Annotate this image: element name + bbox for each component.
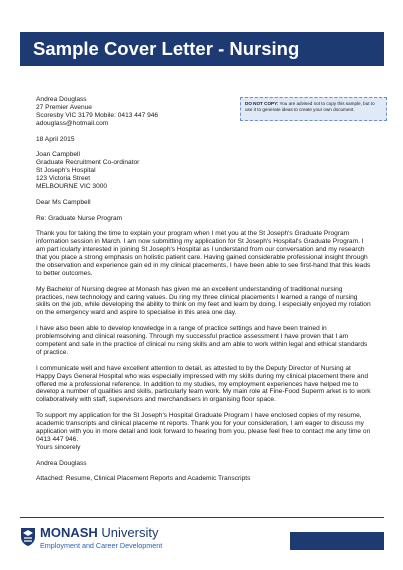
signature-name: Andrea Douglass [36,459,87,467]
attachments-line: Attached: Resume, Clinical Placement Reports and Academic Transcripts [36,475,251,483]
logo-university: University [97,525,159,540]
monash-logo [20,524,220,554]
logo-name: MONASH [40,525,98,540]
logo-wordmark [40,526,158,540]
recipient-street: 123 Victoria Street [36,175,91,183]
recipient-organisation: St Joseph's Hospital [36,167,96,175]
closing: Yours sincerely [36,443,81,451]
sender-suburb-phone: Scoresby VIC 3179 Mobile: 0413 447 946 [36,111,159,119]
paragraph-closing: To support my application for the St Joseph's Hospital Graduate Program I have enclosed copies of my resume, academic transcripts and clinical placeme nt reports. Thank you for your consideration, I am eager to discuss my application with you in more detail and look forward to hearing from you, please feel free to contact me any time on 0413 447 946. [36,412,371,443]
notice-text: You are advised not to copy this sample, but to use it to generate ideas to create your own document. [245,101,375,112]
sender-email: adouglass@hotmail.com [36,119,109,127]
logo-subtitle: Employment and Career Development [40,541,163,550]
paragraph-education: My Bachelor of Nursing degree at Monash has given me an excellent understanding of traditional nursing practices, new technology and caring values. Du ring my three clinical placements I learned a range of nursing skills on the job, while developing the ability to think on my feet and learn by doing. I especially enjoyed my rotation on the emergency ward and aspire to specialise in this area one day. [36,285,371,317]
footer-divider [20,517,384,518]
notice-label: DO NOT COPY: [245,101,279,106]
letter-date: 18 April 2015 [36,135,75,143]
crest-icon [20,527,36,547]
salutation: Dear Ms Campbell [36,198,91,206]
recipient-title: Graduate Recruitment Co-ordinator [36,159,140,167]
recipient-city: MELBOURNE VIC 3000 [36,182,108,190]
subject-line: Re: Graduate Nurse Program [36,214,123,222]
recipient-block [36,151,371,191]
paragraph-skills: I have also been able to develop knowledge in a range of practice settings and have been trained in problemsolving and clinical reasoning. Through my successful practice assessment I have proven that I am competent and safe in the practice of clinical nu rsing skills and am able to work within legal and ethical standards of practice. [36,325,368,356]
letter-body [36,96,371,483]
sender-name: Andrea Douglass [36,96,87,103]
paragraph-experience: I communicate well and have excellent attention to detail, as attested to by the Deputy Director of Nursing at Happy Days General Hospital who was especially impressed with my skills during my clinical placement there and offered me a professional reference. In addition to my studies, my employment experiences have helped me to develop a number of qualities and skills, particularly team work. My main role at Fine-Food Superm arket is to work collaboratively with staff, supervisors and merchandisers in organising floor space. [36,364,371,404]
page-title: Sample Cover Letter - Nursing [20,32,384,66]
paragraph-intro: Thank you for taking the time to explain your program when I met you at the St Joseph's Graduate Program information session in March. I am now submitting my application for St Joseph's Hospital's Graduate Program. I am part icularly interested in joining St Joseph's Hospital as I understand from our conversation and my research that you place a strong emphasis on holistic patient care. Having gained considerable professional insight through the observation and experience gain ed in my clinical placements, I have been able to see first-hand that this leads to better outcomes. [36,230,371,277]
footer-accent-bar [290,532,384,550]
recipient-name: Joan Campbell [36,151,80,159]
sender-block [36,96,371,128]
sender-street: 27 Premier Avenue [36,103,92,111]
